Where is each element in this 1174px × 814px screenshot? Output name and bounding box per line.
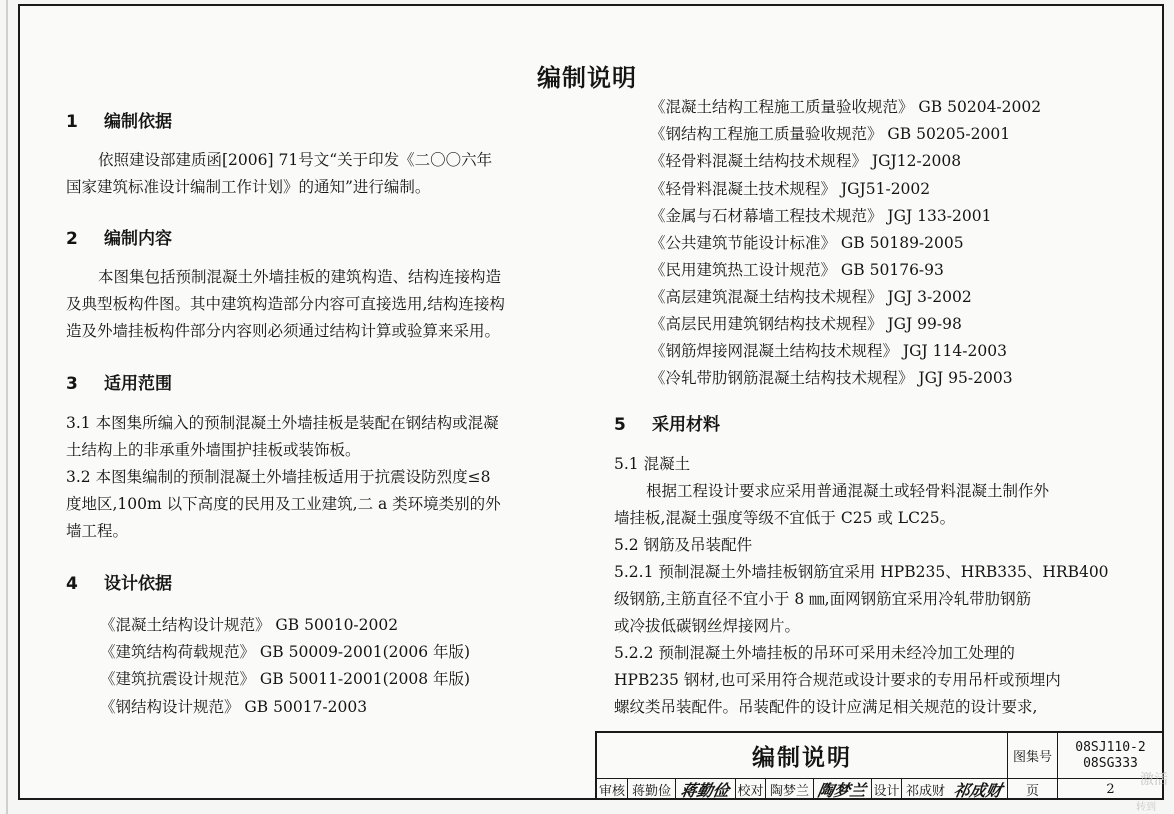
- proof-signature-text: 陶梦兰: [816, 781, 868, 800]
- section-2-title: 编制内容: [104, 229, 172, 249]
- reference-item: 《建筑抗震设计规范》 GB 50011-2001(2008 年版): [100, 670, 471, 688]
- review-signature: [675, 778, 735, 800]
- proof-name: 陶梦兰: [765, 778, 813, 800]
- text-line: 墙挂板,混凝土强度等级不宜低于 C25 或 LC25。: [614, 509, 956, 527]
- text-line: 墙工程。: [66, 522, 129, 540]
- reference-item: 《冷轧带肋钢筋混凝土结构技术规程》 JGJ 95-2003: [650, 369, 1013, 387]
- text-line: 依照建设部建质函[2006] 71号文“关于印发《二〇〇六年: [98, 151, 493, 169]
- text-line: 或冷拔低碳钢丝焊接网片。: [614, 617, 801, 635]
- atlas-number-line-2: 08SG333: [1083, 755, 1138, 771]
- reference-item: 《金属与石材幕墙工程技术规范》 JGJ 133-2001: [650, 207, 992, 225]
- section-4-heading: [66, 569, 172, 594]
- section-5-number: 5: [614, 415, 626, 435]
- text-line: 3.2 本图集编制的预制混凝土外墙挂板适用于抗震设防烈度≤8: [66, 468, 491, 486]
- section-5-heading: [614, 410, 720, 435]
- section-3-number: 3: [66, 374, 78, 394]
- reference-item: 《钢结构设计规范》 GB 50017-2003: [100, 698, 368, 716]
- section-2-heading: [66, 224, 172, 249]
- reference-item: 《轻骨料混凝土技术规程》 JGJ51-2002: [650, 180, 931, 198]
- watermark-subtext: 转到: [1136, 802, 1156, 813]
- reference-item: 《高层建筑混凝土结构技术规程》 JGJ 3-2002: [650, 288, 972, 306]
- section-4-title: 设计依据: [104, 574, 172, 594]
- reference-item: 《建筑结构荷载规范》 GB 50009-2001(2006 年版): [100, 643, 471, 661]
- text-line: 5.2.1 预制混凝土外墙挂板钢筋宜采用 HPB235、HRB335、HRB400: [614, 563, 1109, 581]
- design-name: 祁成财: [901, 778, 949, 800]
- text-line: 本图集包括预制混凝土外墙挂板的建筑构造、结构连接构造: [98, 268, 502, 286]
- page-title: 编制说明: [537, 64, 637, 92]
- text-line: HPB235 钢材,也可采用符合规范或设计要求的专用吊杆或预埋内: [614, 671, 1061, 689]
- text-line: 国家建筑标准设计编制工作计划》的通知”进行编制。: [66, 178, 431, 196]
- design-label: 设计: [871, 778, 901, 800]
- section-3-heading: [66, 369, 172, 394]
- page-number: 2: [1057, 778, 1163, 800]
- left-margin-line: [6, 0, 8, 814]
- text-line: 5.2 钢筋及吊装配件: [614, 536, 753, 554]
- text-line: 土结构上的非承重外墙围护挂板或装饰板。: [66, 441, 361, 459]
- section-5-title: 采用材料: [652, 415, 720, 435]
- section-1-heading: [66, 107, 172, 132]
- section-2-number: 2: [66, 229, 78, 249]
- section-1-body: [66, 147, 492, 201]
- proof-signature: [813, 778, 871, 800]
- text-line: 螺纹类吊装配件。吊装配件的设计应满足相关规范的设计要求,: [614, 698, 1038, 716]
- review-name: 蒋勤俭: [627, 778, 675, 800]
- text-line: 5.1 混凝土: [614, 455, 691, 473]
- text-line: 及典型板构件图。其中建筑构造部分内容可直接选用,结构连接构: [66, 295, 505, 313]
- review-label: 审核: [597, 778, 627, 800]
- text-line: 根据工程设计要求应采用普通混凝土或轻骨料混凝土制作外: [646, 482, 1050, 500]
- reference-item: 《混凝土结构设计规范》 GB 50010-2002: [100, 616, 399, 634]
- section-4-number: 4: [66, 574, 78, 594]
- reference-item: 《钢筋焊接网混凝土结构技术规程》 JGJ 114-2003: [650, 342, 1007, 360]
- section-1-title: 编制依据: [104, 112, 172, 132]
- section-2-body: [66, 264, 505, 345]
- atlas-number-label: 图集号: [1007, 733, 1057, 778]
- proof-label: 校对: [735, 778, 765, 800]
- atlas-number-line-1: 08SJ110-2: [1075, 739, 1146, 755]
- reference-item: 《混凝土结构工程施工质量验收规范》 GB 50204-2002: [650, 98, 1042, 116]
- text-line: 造及外墙挂板构件部分内容则必须通过结构计算或验算来采用。: [66, 322, 501, 340]
- text-line: 度地区,100m 以下高度的民用及工业建筑,二 a 类环境类别的外: [66, 495, 501, 513]
- section-5-body: [614, 451, 1134, 721]
- section-3-body: [66, 410, 501, 545]
- design-signature-text: 祁成财: [952, 781, 1004, 800]
- title-block: [595, 731, 1163, 800]
- reference-item: 《公共建筑节能设计标准》 GB 50189-2005: [650, 234, 964, 252]
- title-block-name: 编制说明: [752, 745, 852, 771]
- review-signature-text: 蒋勤俭: [679, 781, 731, 800]
- text-line: 5.2.2 预制混凝土外墙挂板的吊环可采用未经冷加工处理的: [614, 644, 1015, 662]
- reference-item: 《民用建筑热工设计规范》 GB 50176-93: [650, 261, 944, 279]
- page-label: 页: [1007, 778, 1057, 800]
- text-line: 3.1 本图集所编入的预制混凝土外墙挂板是装配在钢结构或混凝: [66, 414, 499, 432]
- design-signature: [949, 778, 1007, 800]
- section-3-title: 适用范围: [104, 374, 172, 394]
- reference-item: 《高层民用建筑钢结构技术规程》 JGJ 99-98: [650, 315, 962, 333]
- reference-item: 《轻骨料混凝土结构技术规程》 JGJ12-2008: [650, 152, 962, 170]
- text-line: 级钢筋,主筋直径不宜小于 8 ㎜,面网钢筋宜采用冷轧带肋钢筋: [614, 590, 1032, 608]
- reference-item: 《钢结构工程施工质量验收规范》 GB 50205-2001: [650, 125, 1011, 143]
- watermark-text: 激活: [1140, 772, 1168, 788]
- section-1-number: 1: [66, 112, 78, 132]
